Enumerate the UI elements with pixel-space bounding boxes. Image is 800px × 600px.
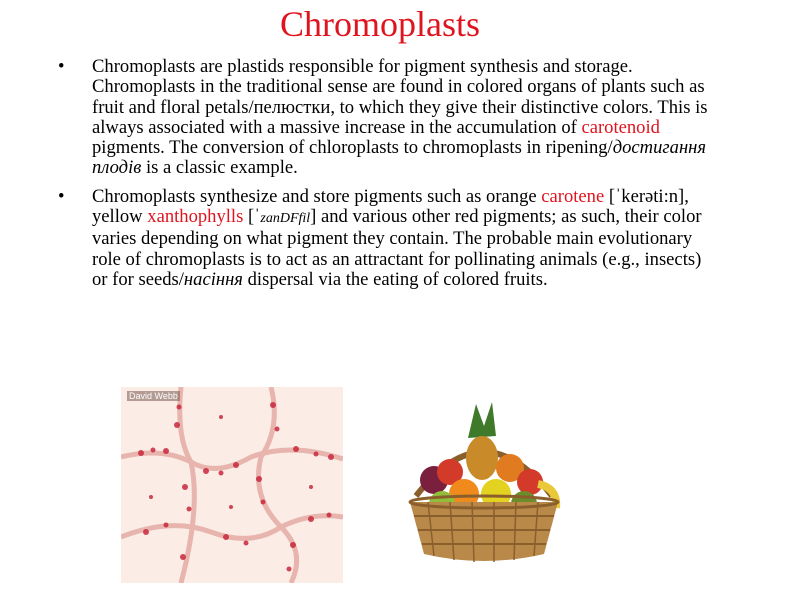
bullet-marker: •	[58, 56, 65, 77]
bullet-text: [ˈkerəti:n], yellow	[92, 185, 689, 228]
term-ukrainian: насіння	[183, 268, 243, 290]
bullet-marker: •	[58, 185, 65, 207]
bullet-text: pigments. The conversion of chloroplasts to chromoplasts in ripening/	[92, 137, 613, 159]
chromoplast-micrograph	[121, 387, 343, 583]
bullet-item	[58, 57, 710, 179]
micrograph-drawing	[121, 387, 343, 583]
term-ukrainian: достигання плодів	[92, 137, 707, 179]
term-carotene: carotene	[541, 185, 605, 207]
term-xanthophylls: xanthophylls	[147, 206, 244, 228]
slide-title: Chromoplasts	[279, 4, 480, 44]
fruit-basket-drawing	[398, 398, 570, 570]
watermark-label: David Webb	[129, 391, 178, 401]
bullet-text: Chromoplasts synthesize and store pigments such as orange	[92, 185, 542, 207]
bullet-text: [ˈ	[243, 206, 261, 228]
bullet-item	[58, 187, 710, 290]
bullet-text: Chromoplasts are plastids responsible for pigment synthesis and storage. Chromoplasts in the traditional sense are found in colored organs of plants such as fruit and floral petals/пелюстки, to which they give their distinctive colors. This is always associated with a massive increase in the accumulation of	[92, 56, 708, 138]
term-carotenoid: carotenoid	[581, 116, 660, 138]
bullet-text: ] and various other red pigments; as such, their color varies depending on what pigment they contain. The probable main evolutionary role of chromoplasts is to act as an attractant for pollinating animals (e.g., insects) or for seeds/	[92, 206, 702, 290]
pronunciation: zanDFfil	[260, 211, 311, 227]
bullet-text: is a classic example.	[141, 157, 298, 179]
bullet-text: dispersal via the eating of colored fruits.	[242, 268, 548, 290]
fruit-basket-icon	[398, 398, 570, 570]
bullet-list	[58, 57, 710, 298]
